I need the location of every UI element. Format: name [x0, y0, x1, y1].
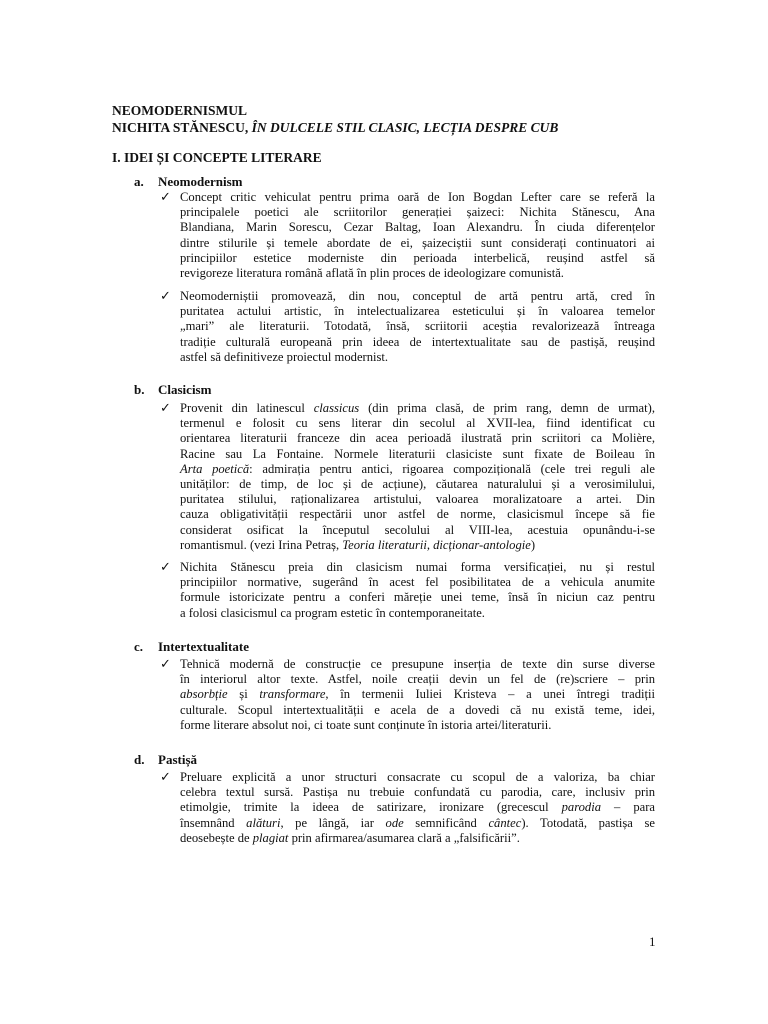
paragraph-line	[180, 251, 655, 266]
paragraph-line	[180, 431, 655, 446]
text-run: , pe lângă, iar	[280, 815, 386, 830]
paragraph-line	[180, 350, 655, 365]
text-run: dintre stilurile și temele abordate de ei, șaizeciștii sunt considerați continuatori ai	[180, 235, 655, 250]
subsection-letter: a.	[134, 174, 144, 189]
text-run: principiilor estetice moderniste din perioada interbelică, reușind astfel să	[180, 250, 655, 265]
paragraph-line	[180, 304, 655, 319]
paragraph-line	[180, 462, 655, 477]
text-run: deosebește de	[180, 830, 253, 845]
text-run: Concept critic vehiculat pentru prima oară de Ion Bogdan Lefter care se referă la	[180, 190, 655, 204]
subsection-letter: b.	[134, 382, 145, 397]
italic-text: classicus	[313, 401, 360, 415]
checkmark-icon: ✓	[160, 401, 171, 416]
text-run: , în termenii Iuliei Kristeva – a unei întregi tradiții	[325, 687, 655, 702]
paragraph-line	[180, 590, 655, 605]
text-run: principiilor normative, sugerând în acest fel posibilitatea de a vehicula anumite	[180, 575, 655, 590]
paragraph-line	[180, 477, 655, 492]
text-run: termenul e folosit cu sens literar din secolul al XVII-lea, fiind identificat cu	[180, 416, 655, 431]
text-run: )	[530, 537, 536, 552]
checkmark-icon: ✓	[160, 657, 171, 672]
paragraph-line	[180, 770, 655, 785]
paragraph-line	[180, 718, 655, 733]
text-run: cauza obligativității respectării unor astfel de norme, clasicismul începe să fie	[180, 507, 655, 522]
text-run: considerat osificat la începutul secolului al VIII-lea, acestuia opunându-i-se	[180, 522, 655, 537]
text-run: tradiție culturală europeană prin ideea de intertextualitate sau de pastișă, reușind	[180, 334, 655, 349]
text-run: prin afirmarea/asumarea clară a „falsificării”.	[288, 830, 520, 845]
subsection-title: Neomodernism	[158, 174, 243, 189]
checkmark-icon: ✓	[160, 289, 171, 304]
subsection-title: Pastișă	[158, 752, 197, 767]
subsection-heading-d	[134, 752, 197, 768]
paragraph-line	[180, 687, 655, 702]
section-heading: I. IDEI ȘI CONCEPTE LITERARE	[112, 150, 322, 165]
italic-text: ode	[385, 815, 404, 830]
italic-text: parodia	[561, 800, 602, 815]
text-run: etimolgie, trimite la ideea de satirizare, ironizare (grecescul	[180, 800, 562, 815]
text-run: puritatea stilului, raționalizarea artistului, valoarea moralizatoare a artei. Din	[180, 492, 655, 507]
text-run: Blandiana, Marin Sorescu, Cezar Baltag, Ioan Alexandru. În ciuda diferențelor	[180, 220, 655, 235]
text-run: însemnând	[180, 815, 247, 830]
paragraph-line	[180, 447, 655, 462]
text-run: Provenit din latinescul	[180, 401, 314, 415]
text-run: Preluare explicită a unor structuri consacrate cu scopul de a valoriza, ba chiar	[180, 770, 655, 784]
text-run: formule istoricizate pentru a conferi măreție unei teme, însă în niciun caz pentru	[180, 590, 655, 605]
text-run: culturale. Scopul intertextualității e acela de a dovedi că nu există teme, idei,	[180, 702, 655, 717]
bullet-item	[160, 657, 655, 733]
subsection-heading-c	[134, 639, 249, 655]
text-run: unităților: de timp, de loc și de acțiune), căutarea naturalului și a verosimilului,	[180, 477, 655, 492]
paragraph-line	[180, 416, 655, 431]
paragraph-line	[180, 657, 655, 672]
paragraph-line	[180, 538, 655, 553]
paragraph-line	[180, 672, 655, 687]
paragraph-line	[180, 575, 655, 590]
subsection-title: Clasicism	[158, 382, 212, 397]
text-run: forme literare absolut noi, ci toate sunt conținute în istoria artei/literaturii.	[180, 717, 552, 732]
document-subtitle	[112, 119, 558, 136]
text-run: „mari” ale literaturii. Totodată, însă, scriitorii aceștia revalorizează întreaga	[180, 319, 655, 334]
subtitle-author: NICHITA STĂNESCU,	[112, 120, 252, 135]
italic-text: cântec	[488, 815, 522, 830]
paragraph-line	[180, 703, 655, 718]
paragraph-line	[180, 335, 655, 350]
text-run: celebra textul sursă. Pastișa nu trebuie confundată cu parodia, care, inclusiv prin	[180, 785, 655, 800]
bullet-item	[160, 190, 655, 281]
bullet-item	[160, 770, 655, 846]
text-run: : admirația pentru antici, rigoarea compozițională (cele trei reguli ale	[249, 461, 655, 476]
text-run: Neomoderniștii promovează, din nou, conceptul de artă pentru artă, cred în	[180, 289, 655, 303]
italic-text: Teoria literaturii, dicționar-antologie	[342, 537, 531, 552]
paragraph-line	[180, 507, 655, 522]
paragraph-line	[180, 205, 655, 220]
text-run: orientarea literaturii franceze din acea perioadă ilustrată prin scriitori ca Molière,	[180, 431, 655, 446]
text-run: a folosi clasicismul ca program estetic în contemporaneitate.	[180, 605, 485, 620]
checkmark-icon: ✓	[160, 770, 171, 785]
paragraph-line	[180, 236, 655, 251]
paragraph-line	[180, 266, 655, 281]
text-run: revigoreze literatura română aflată în plin proces de ideologizare comunistă.	[180, 266, 564, 281]
text-run: Tehnică modernă de construcție ce presupune inserția de texte din surse diverse	[180, 657, 655, 671]
subsection-letter: d.	[134, 752, 145, 767]
text-run: principalele poetici ale scriitorilor generației șaizeci: Nichita Stănescu, Ana	[180, 205, 655, 220]
paragraph-line	[180, 800, 655, 815]
text-run: Nichita Stănescu preia din clasicism numai forma versificației, nu și restul	[180, 560, 655, 574]
text-run: Racine sau La Fontaine. Normele literaturii clasiciste sunt fixate de Boileau în	[180, 446, 655, 461]
subsection-heading-a	[134, 174, 243, 190]
paragraph-line	[180, 816, 655, 831]
document-title: NEOMODERNISMUL	[112, 103, 248, 118]
paragraph-line	[180, 785, 655, 800]
subsection-heading-b	[134, 382, 211, 398]
text-run: semnificând	[403, 815, 489, 830]
bullet-item	[160, 289, 655, 365]
italic-text: Arta poetică	[180, 461, 250, 476]
bullet-item	[160, 560, 655, 621]
italic-text: transformare	[259, 687, 326, 702]
page-number: 1	[649, 934, 656, 949]
checkmark-icon: ✓	[160, 190, 171, 205]
paragraph-line	[180, 560, 655, 575]
paragraph-line	[180, 220, 655, 235]
italic-text: alături	[246, 815, 281, 830]
subsection-title: Intertextualitate	[158, 639, 249, 654]
paragraph-line	[180, 289, 655, 304]
text-run: astfel să definitiveze proiectul modernist.	[180, 349, 389, 364]
text-run: puritatea actului artistic, în intelectualizarea esteticului și în valoarea temelor	[180, 304, 655, 319]
paragraph-line	[180, 190, 655, 205]
italic-text: plagiat	[252, 830, 289, 845]
paragraph-line	[180, 831, 655, 846]
text-run: – para	[601, 800, 655, 815]
text-run: romantismul. (vezi Irina Petraș,	[180, 537, 343, 552]
text-run: și	[227, 687, 260, 702]
text-run: ). Totodată, pastișa se	[521, 815, 655, 830]
paragraph-line	[180, 606, 655, 621]
bullet-item	[160, 401, 655, 553]
paragraph-line	[180, 401, 655, 416]
paragraph-line	[180, 492, 655, 507]
subsection-letter: c.	[134, 639, 144, 654]
paragraph-line	[180, 523, 655, 538]
text-run: (din prima clasă, de prim rang, demn de urmat),	[359, 401, 655, 415]
paragraph-line	[180, 319, 655, 334]
italic-text: absorbție	[180, 687, 228, 702]
subtitle-work: ÎN DULCELE STIL CLASIC, LECȚIA DESPRE CUB	[251, 120, 559, 135]
text-run: în interiorul altor texte. Astfel, noile creații devin un fel de (re)scriere – prin	[180, 672, 655, 687]
checkmark-icon: ✓	[160, 560, 171, 575]
